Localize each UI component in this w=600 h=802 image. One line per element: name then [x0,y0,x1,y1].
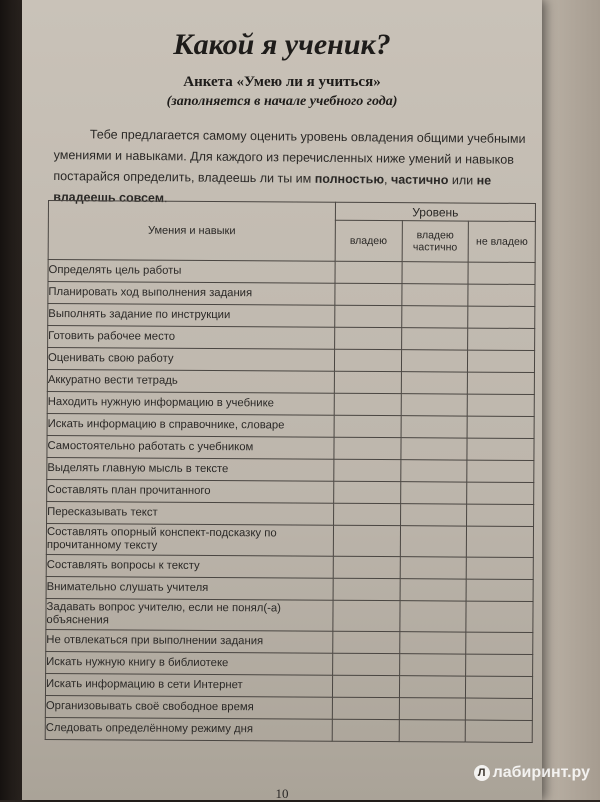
answer-cell-own[interactable] [333,631,400,653]
skill-label: Выполнять задание по инструкции [48,304,335,328]
answer-cell-partial[interactable] [399,720,466,742]
table-row [46,651,533,676]
answer-cell-none[interactable] [466,632,533,654]
answer-cell-none[interactable] [467,416,534,438]
answer-cell-none[interactable] [467,438,534,460]
skill-label: Искать информацию в справочнике, словаре [47,413,334,437]
skills-table [45,200,536,743]
answer-cell-own[interactable] [332,653,399,675]
answer-cell-own[interactable] [333,578,400,600]
header-level-partial: владею частично [402,221,469,262]
skill-label: Задавать вопрос учителю, если не понял(-а) объяснения [46,598,333,631]
book-page [22,0,542,800]
table-row [46,598,533,632]
header-level-own: владею [335,220,402,261]
answer-cell-own[interactable] [333,556,400,578]
answer-cell-own[interactable] [333,503,400,525]
answer-cell-partial[interactable] [400,557,467,579]
table-row [45,695,532,720]
answer-cell-partial[interactable] [401,350,468,372]
answer-cell-none[interactable] [466,557,533,579]
answer-cell-partial[interactable] [400,460,467,482]
skill-label: Аккуратно вести тетрадь [47,369,334,393]
answer-cell-partial[interactable] [399,632,466,654]
answer-cell-partial[interactable] [400,526,467,557]
skill-label: Самостоятельно работать с учебником [47,435,334,459]
header-skills: Умения и навыки [48,201,335,262]
table-row [48,326,535,351]
answer-cell-partial[interactable] [400,504,467,526]
table-row [45,673,532,698]
skill-label: Следовать определённому режиму дня [45,717,332,741]
header-level: Уровень [335,202,535,221]
table-row [47,369,534,394]
answer-cell-own[interactable] [334,393,401,415]
answer-cell-partial[interactable] [399,601,466,632]
skill-label: Определять цель работы [48,260,335,284]
answer-cell-none[interactable] [467,482,534,504]
skill-label: Оценивать свою работу [47,348,334,372]
watermark-text: лабиринт.ру [492,764,590,781]
answer-cell-own[interactable] [332,675,399,697]
answer-cell-partial[interactable] [401,416,468,438]
answer-cell-none[interactable] [467,504,534,526]
skill-label: Не отвлекаться при выполнении задания [46,629,333,653]
answer-cell-none[interactable] [466,698,533,720]
answer-cell-partial[interactable] [400,482,467,504]
table-row [47,391,534,416]
answer-cell-own[interactable] [333,525,400,556]
answer-cell-partial[interactable] [401,394,468,416]
table-row [46,554,533,579]
answer-cell-none[interactable] [468,262,535,284]
table-row [48,282,535,307]
skill-label: Готовить рабочее место [48,326,335,350]
page-title: Какой я ученик? [173,28,391,61]
answer-cell-none[interactable] [468,328,535,350]
answer-cell-none[interactable] [468,306,535,328]
answer-cell-none[interactable] [466,579,533,601]
answer-cell-partial[interactable] [399,676,466,698]
answer-cell-own[interactable] [334,371,401,393]
answer-cell-none[interactable] [465,720,532,742]
answer-cell-partial[interactable] [400,579,467,601]
labirint-logo-icon: Л [474,765,490,781]
watermark [474,764,590,782]
answer-cell-own[interactable] [333,481,400,503]
skill-label: Внимательно слушать учителя [46,576,333,600]
answer-cell-none[interactable] [466,676,533,698]
answer-cell-none[interactable] [468,284,535,306]
answer-cell-own[interactable] [334,349,401,371]
skill-label: Искать информацию в сети Интернет [45,673,332,697]
table-row [47,413,534,438]
table-row [48,304,535,329]
answer-cell-own[interactable] [335,305,402,327]
answer-cell-own[interactable] [334,437,401,459]
skill-label: Составлять опорный конспект-подсказку по прочитанному тексту [46,523,333,556]
answer-cell-none[interactable] [467,526,534,557]
answer-cell-none[interactable] [468,372,535,394]
answer-cell-own[interactable] [333,600,400,631]
skill-label: Составлять вопросы к тексту [46,554,333,578]
answer-cell-none[interactable] [466,654,533,676]
table-row [45,717,532,742]
answer-cell-partial[interactable] [399,698,466,720]
table-row [48,260,535,285]
answer-cell-partial[interactable] [402,262,469,284]
table-row [47,457,534,482]
table-row [47,348,534,373]
table-row [46,523,533,557]
questionnaire-note: (заполняется в начале учебного года) [166,94,398,109]
skill-label: Выделять главную мысль в тексте [47,457,334,481]
answer-cell-partial[interactable] [400,438,467,460]
skill-label: Составлять план прочитанного [47,479,334,503]
answer-cell-own[interactable] [334,459,401,481]
table-row [47,435,534,460]
intro-paragraph: Тебе предлагается самому оценить уровень овладения общими учебными умениями и навыками. Для каждого из перечисленных ниже умений и навыков постарайся определить, владеешь ли ты им полностью, частично или не владеешь совсем. [53,127,526,206]
questionnaire-title: Анкета «Умею ли я учиться» [183,74,381,90]
answer-cell-own[interactable] [332,697,399,719]
header-level-none: не владею [468,221,535,262]
answer-cell-own[interactable] [335,283,402,305]
answer-cell-none[interactable] [468,350,535,372]
skill-label: Организовывать своё свободное время [45,695,332,719]
answer-cell-own[interactable] [334,415,401,437]
answer-cell-none[interactable] [467,460,534,482]
skill-label: Планировать ход выполнения задания [48,282,335,306]
answer-cell-none[interactable] [467,394,534,416]
table-row [46,576,533,601]
page-number: 10 [275,786,289,801]
table-row [47,501,534,526]
answer-cell-none[interactable] [466,601,533,632]
skill-label: Пересказывать текст [47,501,334,525]
answer-cell-own[interactable] [335,261,402,283]
answer-cell-partial[interactable] [401,372,468,394]
table-row [47,479,534,504]
answer-cell-own[interactable] [334,327,401,349]
answer-cell-partial[interactable] [401,306,468,328]
answer-cell-partial[interactable] [401,328,468,350]
skill-label: Искать нужную книгу в библиотеке [46,651,333,675]
answer-cell-own[interactable] [332,719,399,741]
answer-cell-partial[interactable] [401,284,468,306]
answer-cell-partial[interactable] [399,654,466,676]
table-row [46,629,533,654]
skill-label: Находить нужную информацию в учебнике [47,391,334,415]
